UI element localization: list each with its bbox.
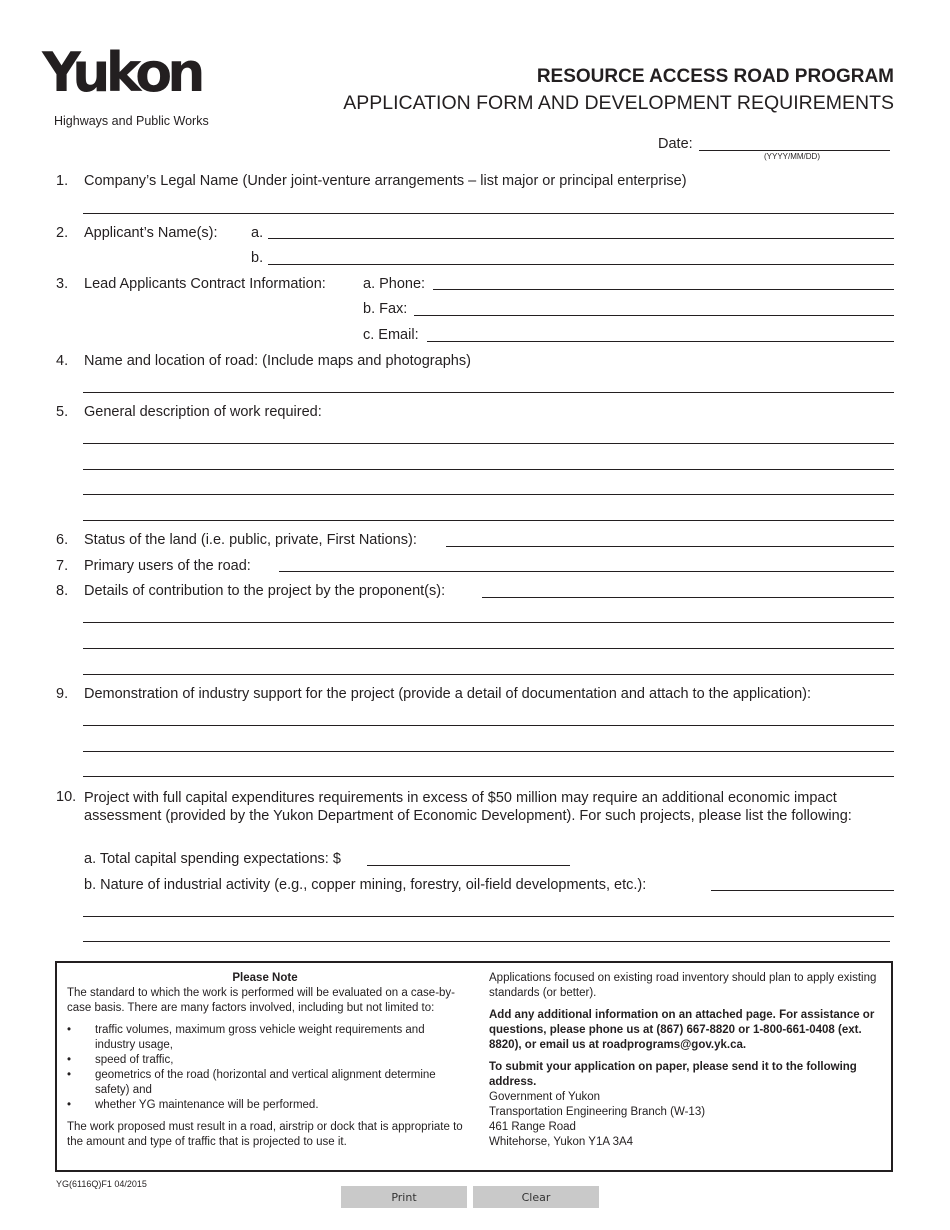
item-number: 9.	[56, 686, 69, 702]
applicant-b-label: b.	[251, 250, 264, 266]
list-item: • traffic volumes, maximum gross vehicle weight requirements and industry usage,	[67, 1023, 463, 1053]
item-number: 6.	[56, 532, 69, 548]
capital-expenditure-label: Project with full capital expenditures requirements in excess of $50 million may require an additional economic impact assessment (provided by the Yukon Department of Economic Development). For such projects, please list the following:	[84, 790, 852, 824]
date-field[interactable]	[699, 150, 890, 151]
item-number: 8.	[56, 583, 69, 599]
primary-users-label: Primary users of the road:	[84, 558, 251, 574]
date-label: Date:	[658, 136, 693, 152]
please-note-box	[55, 961, 893, 1172]
list-item: • speed of traffic,	[67, 1053, 463, 1068]
industry-support-line-3[interactable]	[83, 776, 894, 777]
industry-support-line-1[interactable]	[83, 725, 894, 726]
work-description-line-3[interactable]	[83, 494, 894, 495]
item-number: 3.	[56, 276, 69, 292]
company-name-field[interactable]	[83, 213, 894, 214]
note-heading: Please Note	[232, 972, 298, 984]
address-line: Transportation Engineering Branch (W-13)	[489, 1106, 706, 1118]
item-number: 2.	[56, 225, 69, 241]
note-right-column	[489, 971, 887, 1150]
fax-field[interactable]	[414, 315, 894, 316]
industry-support-label: Demonstration of industry support for the project (provide a detail of documentation and attach to the application):	[84, 686, 812, 702]
note-closing: The work proposed must result in a road, airstrip or dock that is appropriate to the amount and type of traffic that is projected to use it.	[67, 1121, 463, 1148]
applicant-a-field[interactable]	[268, 238, 894, 239]
industrial-activity-line-3[interactable]	[83, 941, 890, 942]
contact-info-label: Lead Applicants Contract Information:	[84, 276, 326, 292]
note-intro: The standard to which the work is performed will be evaluated on a case-by-case basis. There are many factors involved, including but not limited to:	[67, 987, 456, 1014]
industrial-activity-line-2[interactable]	[83, 916, 894, 917]
date-format-hint: (YYYY/MM/DD)	[764, 152, 820, 161]
item-number: 5.	[56, 404, 69, 420]
email-field[interactable]	[427, 341, 894, 342]
form-code: YG(6116Q)F1 04/2015	[56, 1179, 147, 1189]
logo-subtitle: Highways and Public Works	[54, 114, 209, 128]
note-left-column	[67, 971, 463, 1150]
address-line: Government of Yukon	[489, 1091, 601, 1103]
work-description-label: General description of work required:	[84, 404, 322, 420]
contribution-line-4[interactable]	[83, 674, 894, 675]
item-number: 4.	[56, 353, 69, 369]
phone-label: a. Phone:	[363, 276, 426, 292]
address-line: 461 Range Road	[489, 1121, 576, 1133]
item-number: 7.	[56, 558, 69, 574]
industry-support-line-2[interactable]	[83, 751, 894, 752]
industrial-activity-label: b. Nature of industrial activity (e.g., copper mining, forestry, oil-field developments, etc.):	[84, 877, 647, 893]
work-description-line-1[interactable]	[83, 443, 894, 444]
print-button[interactable]: Print	[341, 1186, 467, 1208]
form-subtitle: APPLICATION FORM AND DEVELOPMENT REQUIREMENTS	[343, 92, 894, 114]
applicant-a-label: a.	[251, 225, 264, 241]
note-existing-standards: Applications focused on existing road inventory should plan to apply existing standards (or better).	[489, 972, 877, 999]
fax-label: b. Fax:	[363, 301, 408, 317]
land-status-label: Status of the land (i.e. public, private, First Nations):	[84, 532, 417, 548]
road-location-label: Name and location of road: (Include maps and photographs)	[84, 353, 471, 369]
note-submit-instructions: To submit your application on paper, please send it to the following address.	[489, 1061, 857, 1088]
work-description-line-2[interactable]	[83, 469, 894, 470]
applicant-names-label: Applicant’s Name(s):	[84, 225, 218, 241]
primary-users-field[interactable]	[279, 571, 894, 572]
note-bullet-list	[67, 1023, 463, 1113]
item-number: 1.	[56, 173, 69, 189]
contribution-line-3[interactable]	[83, 648, 894, 649]
list-item: • geometrics of the road (horizontal and vertical alignment determine safety) and	[67, 1068, 463, 1098]
contribution-label: Details of contribution to the project by the proponent(s):	[84, 583, 446, 599]
note-assistance: Add any additional information on an attached page. For assistance or questions, please phone us at (867) 667-8820 or 1-800-661-0408 (ext. 8820), or email us at roadprograms@gov.yk.ca.	[489, 1009, 875, 1051]
email-label: c. Email:	[363, 327, 419, 343]
item-number: 10.	[56, 789, 77, 805]
company-name-label: Company’s Legal Name (Under joint-venture arrangements – list major or principal enterprise)	[84, 173, 687, 189]
road-location-field[interactable]	[83, 392, 894, 393]
yukon-logo: Yukon	[42, 41, 201, 104]
industrial-activity-line-1[interactable]	[711, 890, 894, 891]
contribution-line-2[interactable]	[83, 622, 894, 623]
applicant-b-field[interactable]	[268, 264, 894, 265]
phone-field[interactable]	[433, 289, 894, 290]
form-title: RESOURCE ACCESS ROAD PROGRAM	[536, 66, 894, 87]
work-description-line-4[interactable]	[83, 520, 894, 521]
contribution-line-1[interactable]	[482, 597, 894, 598]
capital-spending-field[interactable]	[367, 865, 570, 866]
list-item: • whether YG maintenance will be performed.	[67, 1098, 463, 1113]
land-status-field[interactable]	[446, 546, 894, 547]
address-line: Whitehorse, Yukon Y1A 3A4	[489, 1136, 634, 1148]
clear-button[interactable]: Clear	[473, 1186, 599, 1208]
capital-spending-label: a. Total capital spending expectations: $	[84, 851, 341, 867]
